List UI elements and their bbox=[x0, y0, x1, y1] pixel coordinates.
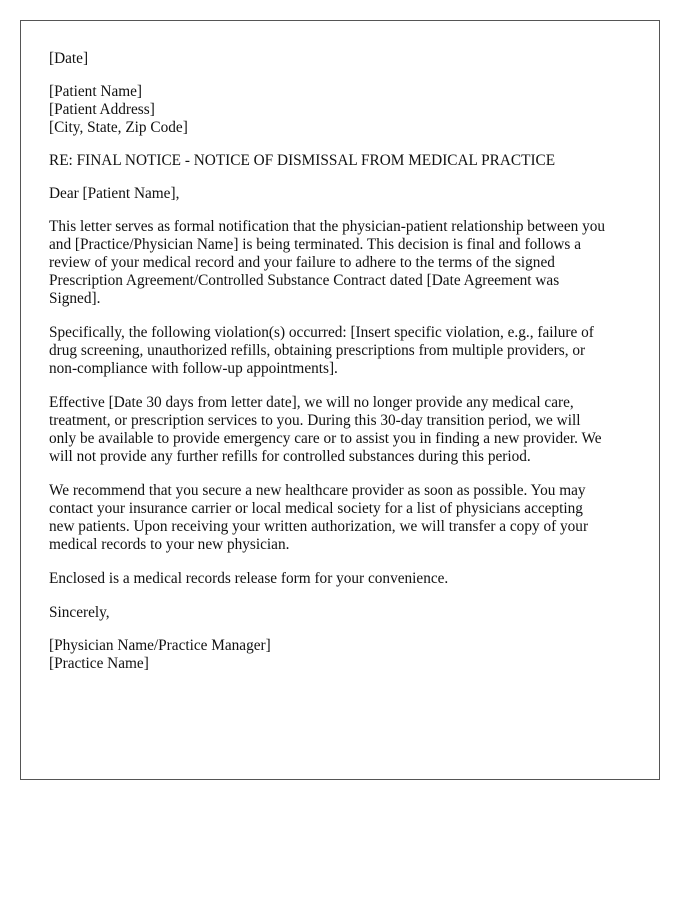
letter-date bbox=[49, 50, 631, 68]
date-text: [Date] bbox=[49, 50, 89, 67]
body-line: Prescription Agreement/Controlled Substance Contract dated [Date Agreement was bbox=[49, 272, 560, 289]
body-line: and [Practice/Physician Name] is being terminated. This decision is final and follows a bbox=[49, 236, 581, 253]
subject-text: RE: FINAL NOTICE - NOTICE OF DISMISSAL FROM MEDICAL PRACTICE bbox=[49, 152, 556, 169]
body-paragraph-1 bbox=[49, 218, 631, 308]
body-line: new patients. Upon receiving your written authorization, we will transfer a copy of your bbox=[49, 518, 589, 535]
body-line: only be available to provide emergency care or to assist you in finding a new provider. We bbox=[49, 430, 602, 447]
signature-name-title: [Physician Name/Practice Manager] bbox=[49, 637, 271, 654]
recipient-address: [Patient Address] bbox=[49, 101, 155, 118]
subject-line bbox=[49, 152, 631, 170]
letter-page bbox=[20, 20, 660, 780]
body-line: Specifically, the following violation(s) occurred: [Insert specific violation, e.g., failure of bbox=[49, 324, 594, 341]
salutation bbox=[49, 185, 631, 203]
salutation-text: Dear [Patient Name], bbox=[49, 185, 180, 202]
signature-practice: [Practice Name] bbox=[49, 655, 149, 672]
body-line: contact your insurance carrier or local medical society for a list of physicians accepting bbox=[49, 500, 583, 517]
body-line: medical records to your new physician. bbox=[49, 536, 290, 553]
body-line: treatment, or prescription services to you. During this 30-day transition period, we will bbox=[49, 412, 581, 429]
body-line: drug screening, unauthorized refills, obtaining prescriptions from multiple providers, or bbox=[49, 342, 586, 359]
body-paragraph-2 bbox=[49, 324, 631, 378]
signature-block bbox=[49, 637, 631, 673]
body-line: This letter serves as formal notification that the physician-patient relationship between you bbox=[49, 218, 606, 235]
body-line: Signed]. bbox=[49, 290, 101, 307]
closing-text: Sincerely, bbox=[49, 604, 110, 621]
closing bbox=[49, 604, 631, 622]
body-paragraph-3 bbox=[49, 394, 631, 466]
recipient-name: [Patient Name] bbox=[49, 83, 143, 100]
body-line: non-compliance with follow-up appointments]. bbox=[49, 360, 338, 377]
body-line: review of your medical record and your failure to adhere to the terms of the signed bbox=[49, 254, 555, 271]
body-line: We recommend that you secure a new healthcare provider as soon as possible. You may bbox=[49, 482, 586, 499]
body-line: will not provide any further refills for controlled substances during this period. bbox=[49, 448, 531, 465]
body-line: Enclosed is a medical records release form for your convenience. bbox=[49, 570, 449, 587]
body-paragraph-5 bbox=[49, 570, 631, 588]
body-line: Effective [Date 30 days from letter date], we will no longer provide any medical care, bbox=[49, 394, 574, 411]
recipient-address-block bbox=[49, 83, 631, 137]
body-paragraph-4 bbox=[49, 482, 631, 554]
recipient-city-state-zip: [City, State, Zip Code] bbox=[49, 119, 188, 136]
